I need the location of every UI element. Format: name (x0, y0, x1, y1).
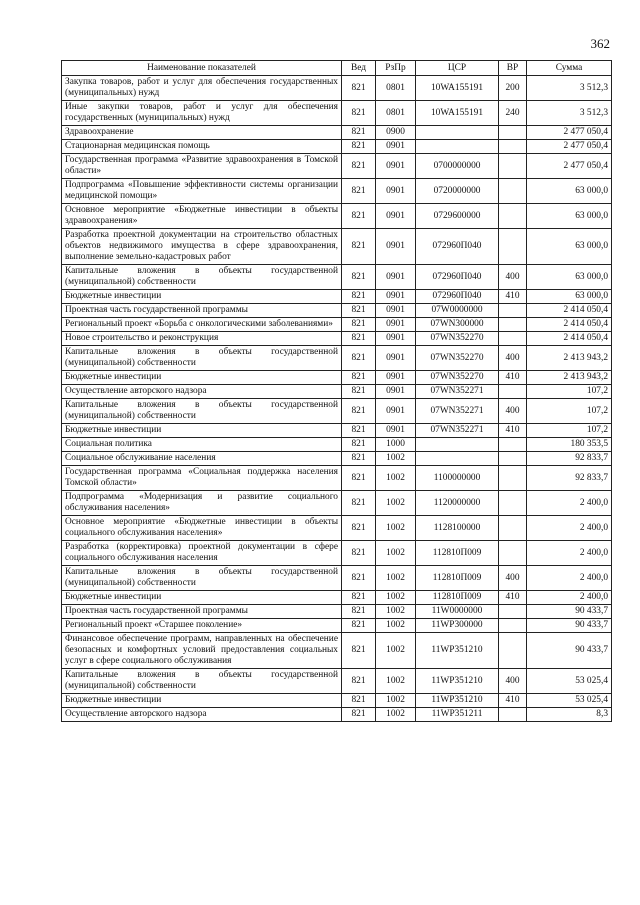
cell-rzpr: 1002 (376, 541, 416, 566)
table-row (62, 265, 612, 290)
cell-name: Капитальные вложения в объекты государственной (муниципальной) собственности (62, 265, 342, 290)
cell-csr: 0720000000 (416, 179, 499, 204)
cell-name: Социальное обслуживание населения (62, 452, 342, 466)
cell-name: Проектная часть государственной программы (62, 304, 342, 318)
cell-sum: 63 000,0 (527, 265, 612, 290)
cell-csr: 0729600000 (416, 204, 499, 229)
table-row (62, 669, 612, 694)
cell-ved: 821 (342, 669, 376, 694)
cell-vr: 240 (499, 101, 527, 126)
header-ved: Вед (342, 61, 376, 76)
cell-name: Подпрограмма «Модернизация и развитие социального обслуживания населения» (62, 491, 342, 516)
table-row (62, 466, 612, 491)
cell-rzpr: 0901 (376, 229, 416, 265)
cell-ved: 821 (342, 204, 376, 229)
table-row (62, 708, 612, 722)
cell-sum: 63 000,0 (527, 204, 612, 229)
cell-csr: 1128100000 (416, 516, 499, 541)
cell-sum: 107,2 (527, 399, 612, 424)
cell-name: Подпрограмма «Повышение эффективности системы организации медицинской помощи» (62, 179, 342, 204)
table-row (62, 76, 612, 101)
table-row (62, 304, 612, 318)
cell-sum: 2 413 943,2 (527, 371, 612, 385)
cell-sum: 2 414 050,4 (527, 318, 612, 332)
cell-vr: 400 (499, 265, 527, 290)
cell-vr (499, 140, 527, 154)
cell-vr (499, 126, 527, 140)
cell-ved: 821 (342, 591, 376, 605)
cell-sum: 3 512,3 (527, 76, 612, 101)
cell-vr: 400 (499, 669, 527, 694)
cell-name: Региональный проект «Старшее поколение» (62, 619, 342, 633)
cell-vr: 410 (499, 694, 527, 708)
table-row (62, 438, 612, 452)
cell-rzpr: 0901 (376, 385, 416, 399)
cell-ved: 821 (342, 566, 376, 591)
cell-ved: 821 (342, 424, 376, 438)
cell-sum: 63 000,0 (527, 290, 612, 304)
cell-vr (499, 385, 527, 399)
cell-ved: 821 (342, 265, 376, 290)
cell-sum: 2 400,0 (527, 491, 612, 516)
cell-rzpr: 1002 (376, 633, 416, 669)
table-row (62, 385, 612, 399)
cell-csr: 072960П040 (416, 229, 499, 265)
cell-vr (499, 154, 527, 179)
cell-csr (416, 126, 499, 140)
cell-name: Государственная программа «Социальная поддержка населения Томской области» (62, 466, 342, 491)
cell-name: Осуществление авторского надзора (62, 385, 342, 399)
table-row (62, 591, 612, 605)
cell-sum: 2 400,0 (527, 516, 612, 541)
cell-sum: 2 477 050,4 (527, 140, 612, 154)
cell-vr (499, 452, 527, 466)
cell-name: Основное мероприятие «Бюджетные инвестиции в объекты социального обслуживания населения» (62, 516, 342, 541)
cell-csr: 1100000000 (416, 466, 499, 491)
cell-name: Иные закупки товаров, работ и услуг для обеспечения государственных (муниципальных) нужд (62, 101, 342, 126)
cell-rzpr: 0900 (376, 126, 416, 140)
cell-vr (499, 491, 527, 516)
table-row (62, 541, 612, 566)
cell-name: Капитальные вложения в объекты государственной (муниципальной) собственности (62, 669, 342, 694)
cell-vr (499, 318, 527, 332)
table-row (62, 633, 612, 669)
table-row (62, 619, 612, 633)
cell-sum: 90 433,7 (527, 619, 612, 633)
header-name: Наименование показателей (62, 61, 342, 76)
cell-sum: 2 477 050,4 (527, 126, 612, 140)
cell-rzpr: 1002 (376, 452, 416, 466)
cell-csr: 07WN300000 (416, 318, 499, 332)
cell-name: Закупка товаров, работ и услуг для обеспечения государственных (муниципальных) нужд (62, 76, 342, 101)
cell-ved: 821 (342, 126, 376, 140)
cell-vr (499, 516, 527, 541)
cell-rzpr: 0901 (376, 204, 416, 229)
table-row (62, 101, 612, 126)
cell-vr (499, 438, 527, 452)
table-row (62, 290, 612, 304)
table-row (62, 179, 612, 204)
cell-rzpr: 1002 (376, 516, 416, 541)
cell-name: Основное мероприятие «Бюджетные инвестиции в объекты здравоохранения» (62, 204, 342, 229)
cell-vr: 400 (499, 346, 527, 371)
cell-ved: 821 (342, 633, 376, 669)
cell-ved: 821 (342, 371, 376, 385)
cell-rzpr: 1002 (376, 708, 416, 722)
cell-rzpr: 0901 (376, 179, 416, 204)
cell-rzpr: 0901 (376, 424, 416, 438)
cell-rzpr: 0901 (376, 140, 416, 154)
table-row (62, 694, 612, 708)
cell-ved: 821 (342, 304, 376, 318)
cell-ved: 821 (342, 708, 376, 722)
cell-vr: 400 (499, 566, 527, 591)
header-vr: ВР (499, 61, 527, 76)
cell-name: Финансовое обеспечение программ, направленных на обеспечение безопасных и комфортных условий предоставления социальных услуг в сфере социального обслуживания (62, 633, 342, 669)
cell-sum: 2 413 943,2 (527, 346, 612, 371)
table-row (62, 424, 612, 438)
cell-sum: 3 512,3 (527, 101, 612, 126)
cell-csr: 11WP351210 (416, 669, 499, 694)
table-row (62, 126, 612, 140)
cell-csr: 112810П009 (416, 591, 499, 605)
cell-rzpr: 0901 (376, 399, 416, 424)
cell-vr (499, 633, 527, 669)
table-row (62, 566, 612, 591)
cell-ved: 821 (342, 541, 376, 566)
cell-ved: 821 (342, 290, 376, 304)
cell-name: Разработка (корректировка) проектной документации в сфере социального обслуживания населения (62, 541, 342, 566)
cell-ved: 821 (342, 101, 376, 126)
cell-rzpr: 0901 (376, 154, 416, 179)
cell-ved: 821 (342, 346, 376, 371)
cell-vr: 200 (499, 76, 527, 101)
table-row (62, 371, 612, 385)
cell-sum: 2 477 050,4 (527, 154, 612, 179)
cell-ved: 821 (342, 605, 376, 619)
cell-sum: 2 414 050,4 (527, 332, 612, 346)
cell-ved: 821 (342, 332, 376, 346)
cell-vr (499, 466, 527, 491)
cell-sum: 2 414 050,4 (527, 304, 612, 318)
cell-vr: 410 (499, 290, 527, 304)
header-sum: Сумма (527, 61, 612, 76)
cell-csr (416, 452, 499, 466)
cell-rzpr: 1000 (376, 438, 416, 452)
cell-sum: 2 400,0 (527, 541, 612, 566)
cell-ved: 821 (342, 491, 376, 516)
cell-sum: 107,2 (527, 385, 612, 399)
cell-sum: 90 433,7 (527, 605, 612, 619)
cell-ved: 821 (342, 619, 376, 633)
cell-name: Бюджетные инвестиции (62, 424, 342, 438)
cell-rzpr: 1002 (376, 591, 416, 605)
table-body (62, 76, 612, 722)
table-row (62, 140, 612, 154)
cell-csr: 11W0000000 (416, 605, 499, 619)
cell-name: Капитальные вложения в объекты государственной (муниципальной) собственности (62, 346, 342, 371)
cell-vr: 410 (499, 424, 527, 438)
cell-ved: 821 (342, 452, 376, 466)
header-csr: ЦСР (416, 61, 499, 76)
cell-ved: 821 (342, 516, 376, 541)
cell-csr: 11WP351211 (416, 708, 499, 722)
cell-sum: 53 025,4 (527, 669, 612, 694)
table-row (62, 229, 612, 265)
cell-rzpr: 0901 (376, 304, 416, 318)
cell-csr: 10WA155191 (416, 101, 499, 126)
cell-rzpr: 0901 (376, 318, 416, 332)
cell-csr: 07WN352270 (416, 371, 499, 385)
header-rzpr: РзПр (376, 61, 416, 76)
cell-rzpr: 1002 (376, 694, 416, 708)
cell-sum: 53 025,4 (527, 694, 612, 708)
cell-sum: 92 833,7 (527, 452, 612, 466)
cell-csr (416, 140, 499, 154)
cell-name: Стационарная медицинская помощь (62, 140, 342, 154)
cell-csr: 1120000000 (416, 491, 499, 516)
cell-rzpr: 1002 (376, 605, 416, 619)
cell-name: Бюджетные инвестиции (62, 591, 342, 605)
cell-name: Капитальные вложения в объекты государственной (муниципальной) собственности (62, 566, 342, 591)
cell-rzpr: 0801 (376, 101, 416, 126)
table-header-row (62, 61, 612, 76)
cell-name: Социальная политика (62, 438, 342, 452)
cell-name: Здравоохранение (62, 126, 342, 140)
cell-rzpr: 0901 (376, 290, 416, 304)
table-row (62, 318, 612, 332)
cell-rzpr: 1002 (376, 669, 416, 694)
cell-sum: 180 353,5 (527, 438, 612, 452)
budget-table (61, 60, 612, 722)
table-row (62, 452, 612, 466)
cell-csr: 072960П040 (416, 290, 499, 304)
cell-sum: 63 000,0 (527, 229, 612, 265)
cell-name: Бюджетные инвестиции (62, 694, 342, 708)
cell-vr (499, 204, 527, 229)
cell-name: Бюджетные инвестиции (62, 371, 342, 385)
cell-csr: 11WP300000 (416, 619, 499, 633)
cell-vr: 400 (499, 399, 527, 424)
cell-ved: 821 (342, 399, 376, 424)
cell-ved: 821 (342, 318, 376, 332)
cell-name: Капитальные вложения в объекты государственной (муниципальной) собственности (62, 399, 342, 424)
cell-name: Бюджетные инвестиции (62, 290, 342, 304)
cell-rzpr: 1002 (376, 619, 416, 633)
cell-vr (499, 708, 527, 722)
cell-vr (499, 179, 527, 204)
cell-ved: 821 (342, 694, 376, 708)
cell-sum: 63 000,0 (527, 179, 612, 204)
page-number: 362 (590, 36, 610, 51)
cell-ved: 821 (342, 385, 376, 399)
cell-csr: 07WN352271 (416, 385, 499, 399)
cell-name: Осуществление авторского надзора (62, 708, 342, 722)
cell-name: Государственная программа «Развитие здравоохранения в Томской области» (62, 154, 342, 179)
cell-ved: 821 (342, 229, 376, 265)
cell-rzpr: 0901 (376, 371, 416, 385)
cell-rzpr: 1002 (376, 491, 416, 516)
cell-csr: 07WN352270 (416, 346, 499, 371)
cell-rzpr: 1002 (376, 566, 416, 591)
cell-vr: 410 (499, 371, 527, 385)
cell-ved: 821 (342, 438, 376, 452)
cell-name: Проектная часть государственной программы (62, 605, 342, 619)
table-row (62, 491, 612, 516)
cell-csr: 0700000000 (416, 154, 499, 179)
table-row (62, 204, 612, 229)
cell-ved: 821 (342, 179, 376, 204)
cell-vr (499, 619, 527, 633)
cell-csr: 07W0000000 (416, 304, 499, 318)
table-row (62, 154, 612, 179)
cell-vr (499, 332, 527, 346)
cell-vr: 410 (499, 591, 527, 605)
cell-csr: 11WP351210 (416, 633, 499, 669)
cell-ved: 821 (342, 154, 376, 179)
cell-ved: 821 (342, 140, 376, 154)
cell-name: Региональный проект «Борьба с онкологическими заболеваниями» (62, 318, 342, 332)
cell-sum: 2 400,0 (527, 591, 612, 605)
cell-name: Разработка проектной документации на строительство областных объектов недвижимого имущества в сфере здравоохранения, выполнение земельно-кадастровых работ (62, 229, 342, 265)
cell-csr: 07WN352271 (416, 424, 499, 438)
table-row (62, 399, 612, 424)
cell-vr (499, 541, 527, 566)
cell-csr: 10WA155191 (416, 76, 499, 101)
cell-csr: 07WN352270 (416, 332, 499, 346)
cell-sum: 92 833,7 (527, 466, 612, 491)
cell-csr: 072960П040 (416, 265, 499, 290)
cell-sum: 90 433,7 (527, 633, 612, 669)
cell-sum: 8,3 (527, 708, 612, 722)
cell-csr: 112810П009 (416, 566, 499, 591)
cell-vr (499, 304, 527, 318)
cell-csr: 07WN352271 (416, 399, 499, 424)
cell-ved: 821 (342, 466, 376, 491)
cell-csr: 11WP351210 (416, 694, 499, 708)
cell-rzpr: 1002 (376, 466, 416, 491)
cell-vr (499, 229, 527, 265)
cell-csr: 112810П009 (416, 541, 499, 566)
cell-rzpr: 0801 (376, 76, 416, 101)
cell-ved: 821 (342, 76, 376, 101)
table-row (62, 346, 612, 371)
cell-sum: 2 400,0 (527, 566, 612, 591)
cell-sum: 107,2 (527, 424, 612, 438)
table-row (62, 332, 612, 346)
cell-csr (416, 438, 499, 452)
cell-rzpr: 0901 (376, 332, 416, 346)
table-row (62, 605, 612, 619)
cell-rzpr: 0901 (376, 346, 416, 371)
cell-rzpr: 0901 (376, 265, 416, 290)
cell-name: Новое строительство и реконструкция (62, 332, 342, 346)
cell-vr (499, 605, 527, 619)
table-row (62, 516, 612, 541)
